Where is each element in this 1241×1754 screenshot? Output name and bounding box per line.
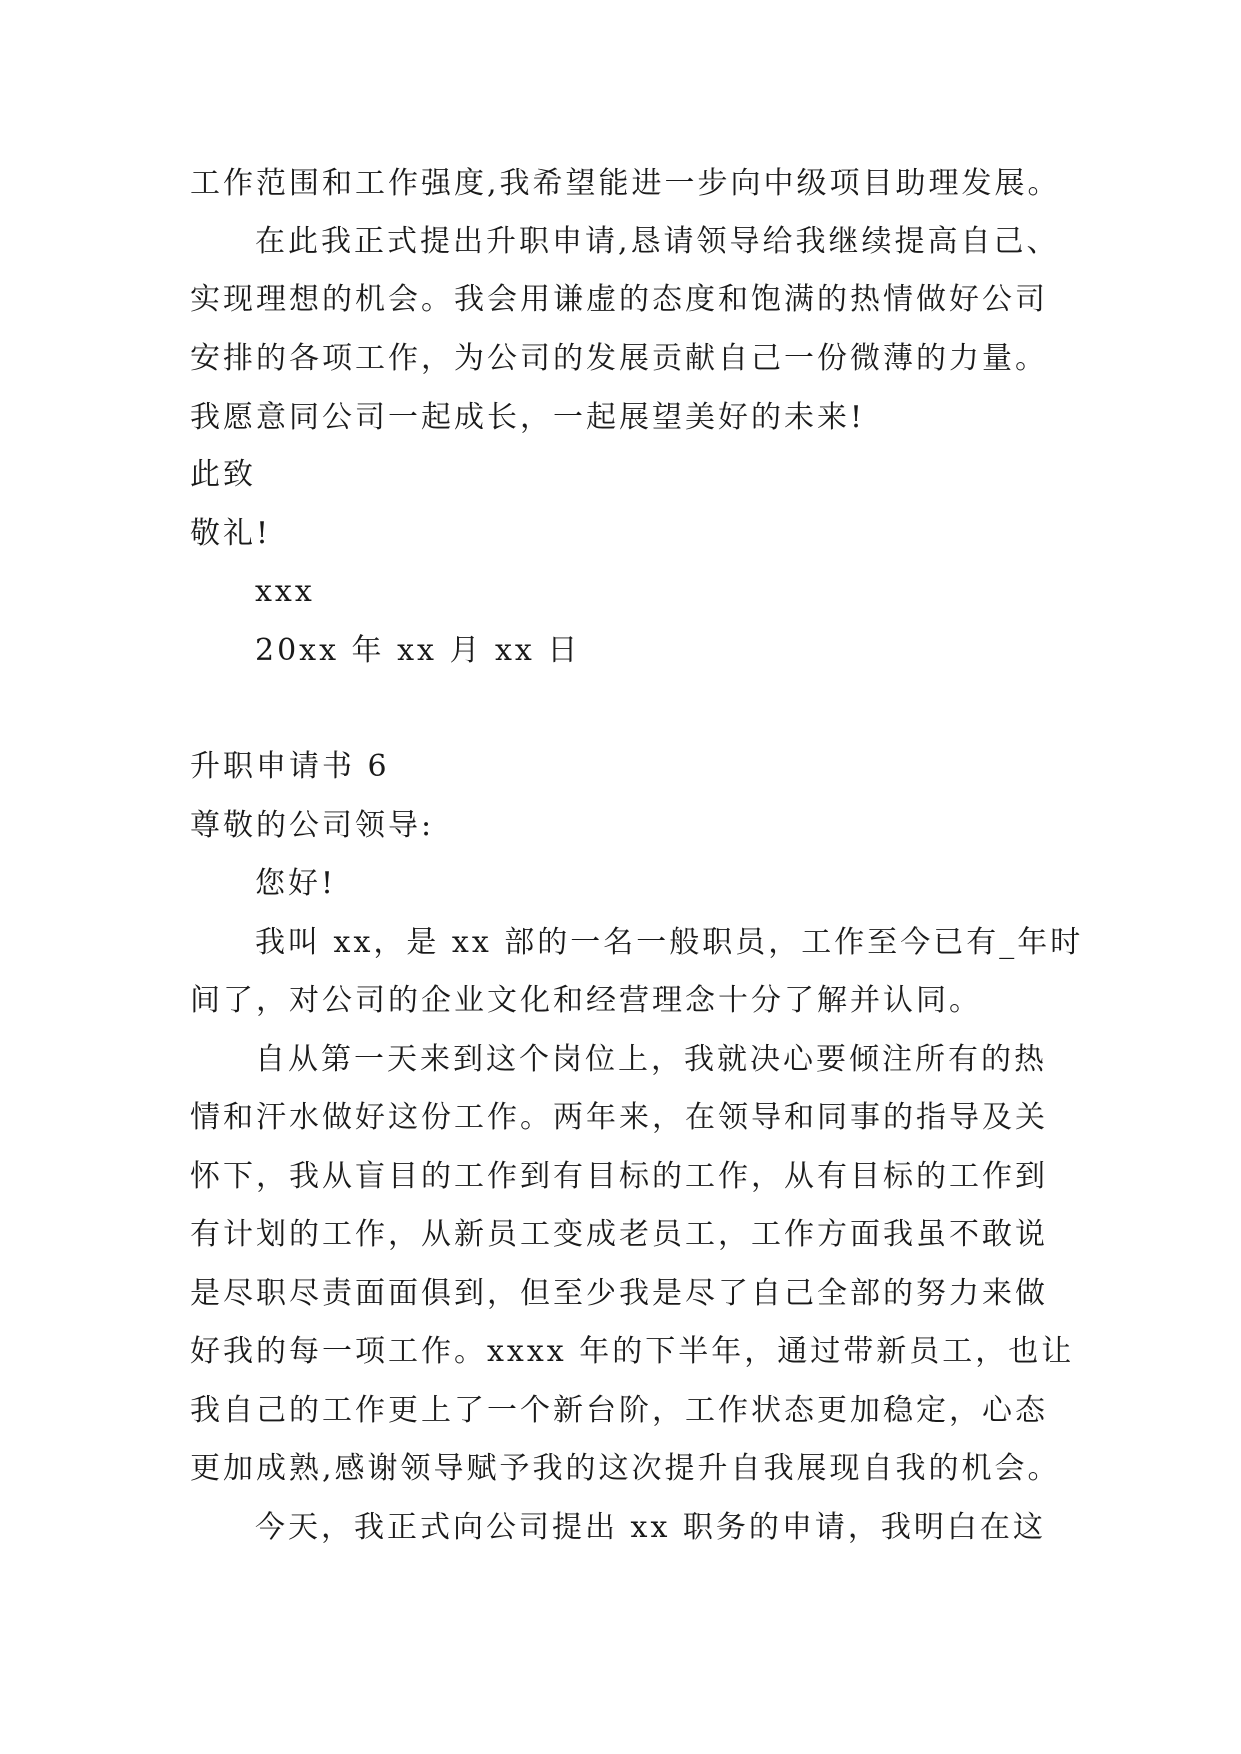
closing-salutation: 此致: [190, 457, 256, 492]
body-text-line: 自从第一天来到这个岗位上，我就决心要倾注所有的热: [255, 1042, 1047, 1077]
closing-respect: 敬礼!: [190, 516, 272, 551]
body-text-line: 怀下，我从盲目的工作到有目标的工作，从有目标的工作到: [190, 1159, 1048, 1194]
body-text-line: 有计划的工作，从新员工变成老员工，工作方面我虽不敢说: [190, 1217, 1048, 1252]
body-text-line: 实现理想的机会。我会用谦虚的态度和饱满的热情做好公司: [190, 282, 1048, 317]
body-text-line: 更加成熟,感谢领导赋予我的这次提升自我展现自我的机会。: [190, 1451, 1061, 1486]
body-text-line: 今天，我正式向公司提出 xx 职务的申请，我明白在这: [255, 1510, 1046, 1545]
body-text-line: 是尽职尽责面面俱到，但至少我是尽了自己全部的努力来做: [190, 1276, 1048, 1311]
body-text-line: 我自己的工作更上了一个新台阶，工作状态更加稳定，心态: [190, 1393, 1048, 1428]
body-text-line: 工作范围和工作强度,我希望能进一步向中级项目助理发展。: [190, 166, 1061, 201]
body-text-line: 我叫 xx，是 xx 部的一名一般职员，工作至今已有_年时: [255, 925, 1084, 960]
body-text-line: 安排的各项工作，为公司的发展贡献自己一份微薄的力量。: [190, 341, 1048, 376]
letter-hello: 您好!: [255, 866, 337, 901]
body-text-line: 间了，对公司的企业文化和经营理念十分了解并认同。: [190, 983, 982, 1018]
body-text-line: 情和汗水做好这份工作。两年来，在领导和同事的指导及关: [190, 1100, 1048, 1135]
letter-greeting: 尊敬的公司领导:: [190, 808, 435, 843]
body-text-line: 在此我正式提出升职申请,恳请领导给我继续提高自己、: [255, 224, 1060, 259]
section-title: 升职申请书 6: [190, 749, 390, 784]
body-text-line: 好我的每一项工作。xxxx 年的下半年，通过带新员工，也让: [190, 1334, 1075, 1369]
signature-date: 20xx 年 xx 月 xx 日: [255, 633, 581, 668]
signature-name: xxx: [255, 574, 315, 609]
body-text-line: 我愿意同公司一起成长，一起展望美好的未来!: [190, 400, 866, 435]
